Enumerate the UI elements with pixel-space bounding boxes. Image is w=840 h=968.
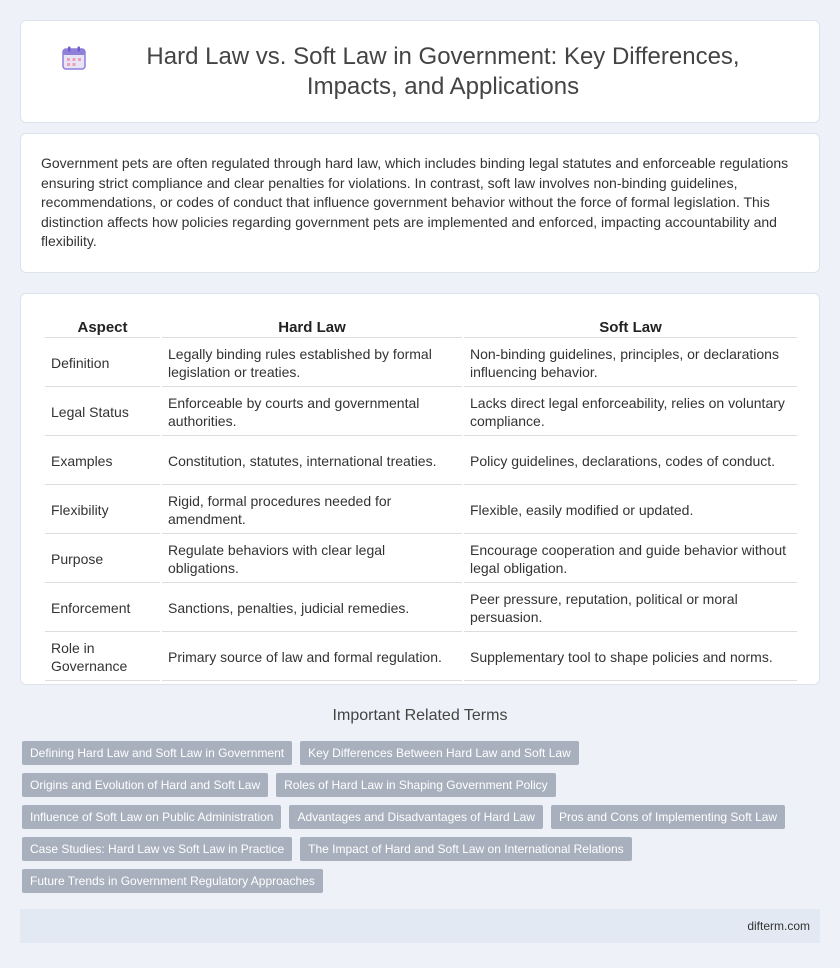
cell-soft: Supplementary tool to shape policies and norms. <box>464 634 797 681</box>
cell-hard: Legally binding rules established by formal legislation or treaties. <box>162 340 462 387</box>
table-row <box>45 536 797 583</box>
calendar-icon <box>61 45 87 71</box>
cell-hard: Primary source of law and formal regulation. <box>162 634 462 681</box>
related-term-tag[interactable]: Origins and Evolution of Hard and Soft Law <box>22 773 268 797</box>
comparison-table <box>43 314 799 683</box>
cell-soft: Lacks direct legal enforceability, relies on voluntary compliance. <box>464 389 797 436</box>
header-hard-law: Hard Law <box>162 316 462 338</box>
page-header <box>20 20 820 123</box>
cell-soft: Policy guidelines, declarations, codes of conduct. <box>464 438 797 485</box>
header-aspect: Aspect <box>45 316 160 338</box>
related-term-tag[interactable]: Key Differences Between Hard Law and Soft Law <box>300 741 579 765</box>
table-row <box>45 438 797 485</box>
cell-soft: Non-binding guidelines, principles, or declarations influencing behavior. <box>464 340 797 387</box>
related-term-tag[interactable]: Influence of Soft Law on Public Administration <box>22 805 281 829</box>
related-terms-title: Important Related Terms <box>332 707 508 724</box>
table-row <box>45 340 797 387</box>
footer-site-link[interactable]: difterm.com <box>747 919 810 933</box>
cell-hard: Rigid, formal procedures needed for amendment. <box>162 487 462 534</box>
intro-text: Government pets are often regulated through hard law, which includes binding legal statutes and enforceable regulations ensuring strict compliance and clear penalties for violations. In contrast, soft law involves non-binding guidelines, recommendations, or codes of conduct that influence government behavior without the force of formal legislation. This distinction affects how policies regarding government pets are implemented and enforced, impacting accountability and flexibility. <box>41 155 789 250</box>
related-term-tag[interactable]: Advantages and Disadvantages of Hard Law <box>289 805 543 829</box>
cell-hard: Sanctions, penalties, judicial remedies. <box>162 585 462 632</box>
cell-aspect: Flexibility <box>45 487 160 534</box>
cell-soft: Encourage cooperation and guide behavior without legal obligation. <box>464 536 797 583</box>
page-title: Hard Law vs. Soft Law in Government: Key Differences, Impacts, and Applications <box>146 42 740 100</box>
cell-aspect: Purpose <box>45 536 160 583</box>
cell-aspect: Role in Governance <box>45 634 160 681</box>
table-row <box>45 487 797 534</box>
cell-hard: Regulate behaviors with clear legal obligations. <box>162 536 462 583</box>
related-term-tag[interactable]: Defining Hard Law and Soft Law in Government <box>22 741 292 765</box>
cell-hard: Enforceable by courts and governmental authorities. <box>162 389 462 436</box>
table-row <box>45 634 797 681</box>
cell-aspect: Enforcement <box>45 585 160 632</box>
related-terms-list <box>22 741 818 901</box>
cell-aspect: Definition <box>45 340 160 387</box>
intro-section <box>20 133 820 273</box>
table-row <box>45 585 797 632</box>
related-term-tag[interactable]: Case Studies: Hard Law vs Soft Law in Practice <box>22 837 292 861</box>
related-term-tag[interactable]: The Impact of Hard and Soft Law on International Relations <box>300 837 632 861</box>
related-term-tag[interactable]: Pros and Cons of Implementing Soft Law <box>551 805 785 829</box>
comparison-table-card <box>20 293 820 685</box>
cell-aspect: Legal Status <box>45 389 160 436</box>
table-header-row <box>45 316 797 338</box>
page-footer <box>20 909 820 943</box>
cell-aspect: Examples <box>45 438 160 485</box>
cell-hard: Constitution, statutes, international treaties. <box>162 438 462 485</box>
related-term-tag[interactable]: Future Trends in Government Regulatory Approaches <box>22 869 323 893</box>
related-term-tag[interactable]: Roles of Hard Law in Shaping Government Policy <box>276 773 555 797</box>
header-soft-law: Soft Law <box>464 316 797 338</box>
cell-soft: Peer pressure, reputation, political or moral persuasion. <box>464 585 797 632</box>
cell-soft: Flexible, easily modified or updated. <box>464 487 797 534</box>
table-row <box>45 389 797 436</box>
